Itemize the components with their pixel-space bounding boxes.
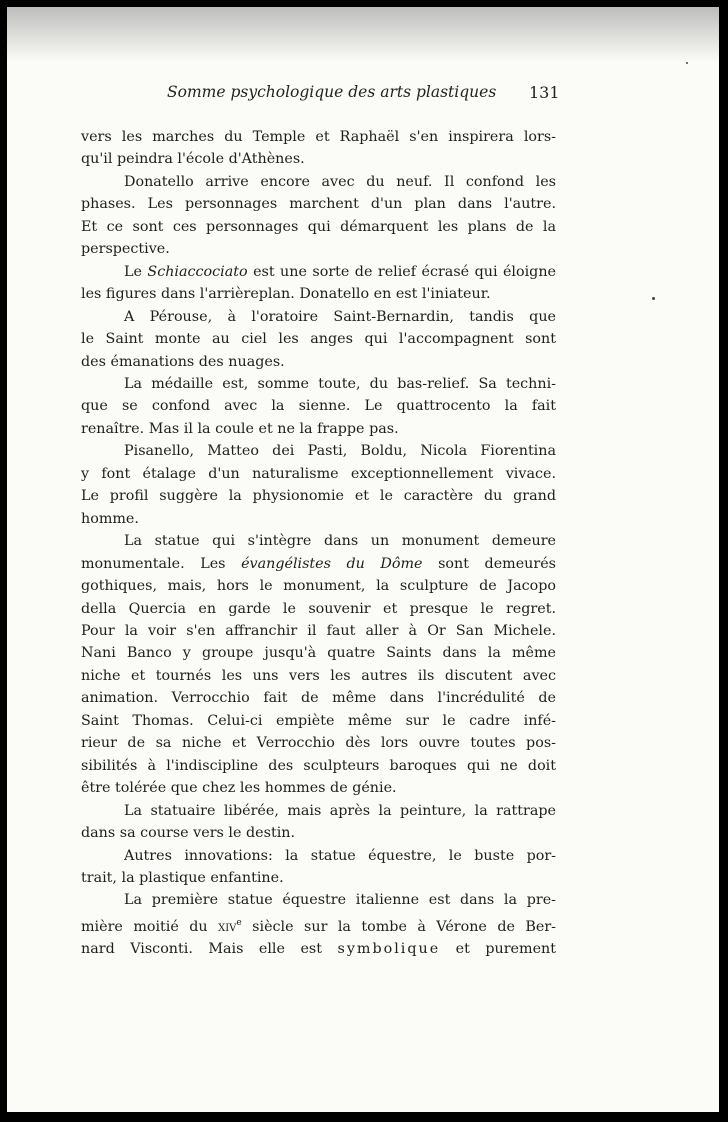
text-line: Et ce sont ces personnages qui démarquent les plans de la bbox=[81, 218, 556, 235]
text-line: qu'il peindra l'école d'Athènes. bbox=[81, 151, 305, 168]
text-line: être tolérée que chez les hommes de génie. bbox=[81, 780, 397, 797]
superscript-e: e bbox=[236, 917, 242, 928]
text-line: della Quercia en garde le souvenir et presque le regret. bbox=[81, 600, 556, 617]
running-header bbox=[7, 83, 719, 107]
text-line: renaître. Mas il la coule et ne la frappe pas. bbox=[81, 420, 399, 437]
text-line: mière moitié du xiv$^e$ siècle sur la tombe à Vérone de Ber- bbox=[81, 917, 557, 935]
text-line: Pisanello, Matteo dei Pasti, Boldu, Nicola Fiorentina bbox=[124, 443, 556, 460]
text-line: homme. bbox=[81, 510, 139, 527]
text-line: Saint Thomas. Celui-ci empiète même sur le cadre infé- bbox=[81, 712, 556, 729]
text-line: La statuaire libérée, mais après la peinture, la rattrape bbox=[124, 802, 556, 819]
text-line: Pour la voir s'en affranchir il faut aller à Or San Michele. bbox=[81, 622, 556, 639]
text-line: Nani Banco y groupe jusqu'à quatre Saints dans la même bbox=[81, 645, 556, 662]
century-numeral: xiv bbox=[218, 918, 237, 935]
text-line: rieur de sa niche et Verrocchio dès lors ouvre toutes pos- bbox=[81, 735, 556, 752]
text-line: Autres innovations: la statue équestre, le buste por- bbox=[124, 847, 556, 864]
text-line: La statue qui s'intègre dans un monument demeure bbox=[124, 533, 556, 550]
italic-term: évangélistes du Dôme bbox=[241, 555, 423, 572]
text-line: animation. Verrocchio fait de même dans l'incrédulité de bbox=[81, 690, 556, 707]
running-title: Somme psychologique des arts plastiques bbox=[167, 83, 497, 101]
text-line: les figures dans l'arrièreplan. Donatello en est l'iniateur. bbox=[81, 286, 491, 303]
scan-speck bbox=[686, 62, 688, 64]
text-line: vers les marches du Temple et Raphaël s'en inspirera lors- bbox=[81, 129, 556, 145]
text-line: La première statue équestre italienne est dans la pre- bbox=[124, 892, 556, 909]
text-line: y font étalage d'un naturalisme exceptionnellement vivace. bbox=[81, 465, 556, 482]
book-page bbox=[7, 7, 719, 1112]
text-line: sibilités à l'indiscipline des sculpteurs baroques qui ne doit bbox=[81, 757, 556, 774]
italic-term: Schiaccociato bbox=[147, 263, 248, 280]
spaced-word: symbolique bbox=[337, 941, 441, 958]
page-number: 131 bbox=[529, 83, 560, 102]
text-line: Le Schiaccociato est une sorte de relief écrasé qui éloigne bbox=[124, 263, 556, 280]
text-line: monumentale. Les évangélistes du Dôme sont demeurés bbox=[81, 555, 557, 572]
text-line: Le profil suggère la physionomie et le caractère du grand bbox=[81, 488, 556, 505]
text-line: le Saint monte au ciel les anges qui l'accompagnent sont bbox=[81, 331, 556, 348]
text-line: niche et tournés les uns vers les autres ils discutent avec bbox=[81, 667, 556, 684]
text-line: trait, la plastique enfantine. bbox=[81, 869, 284, 886]
text-line: Donatello arrive encore avec du neuf. Il confond les bbox=[124, 173, 556, 190]
text-line: gothiques, mais, hors le monument, la sculpture de Jacopo bbox=[81, 578, 556, 595]
text-line: dans sa course vers le destin. bbox=[81, 825, 296, 842]
text-line: nard Visconti. Mais elle est symbolique et purement bbox=[81, 941, 556, 958]
text-line: phases. Les personnages marchent d'un plan dans l'autre. bbox=[81, 196, 556, 213]
text-line: A Pérouse, à l'oratoire Saint-Bernardin, tandis que bbox=[124, 308, 556, 325]
body-text bbox=[81, 126, 556, 961]
text-line: perspective. bbox=[81, 241, 170, 258]
text-line: La médaille est, somme toute, du bas-relief. Sa techni- bbox=[124, 375, 556, 392]
scan-speck bbox=[652, 297, 655, 300]
text-line: que se confond avec la sienne. Le quattrocento la fait bbox=[81, 398, 556, 415]
text-line: des émanations des nuages. bbox=[81, 353, 285, 370]
